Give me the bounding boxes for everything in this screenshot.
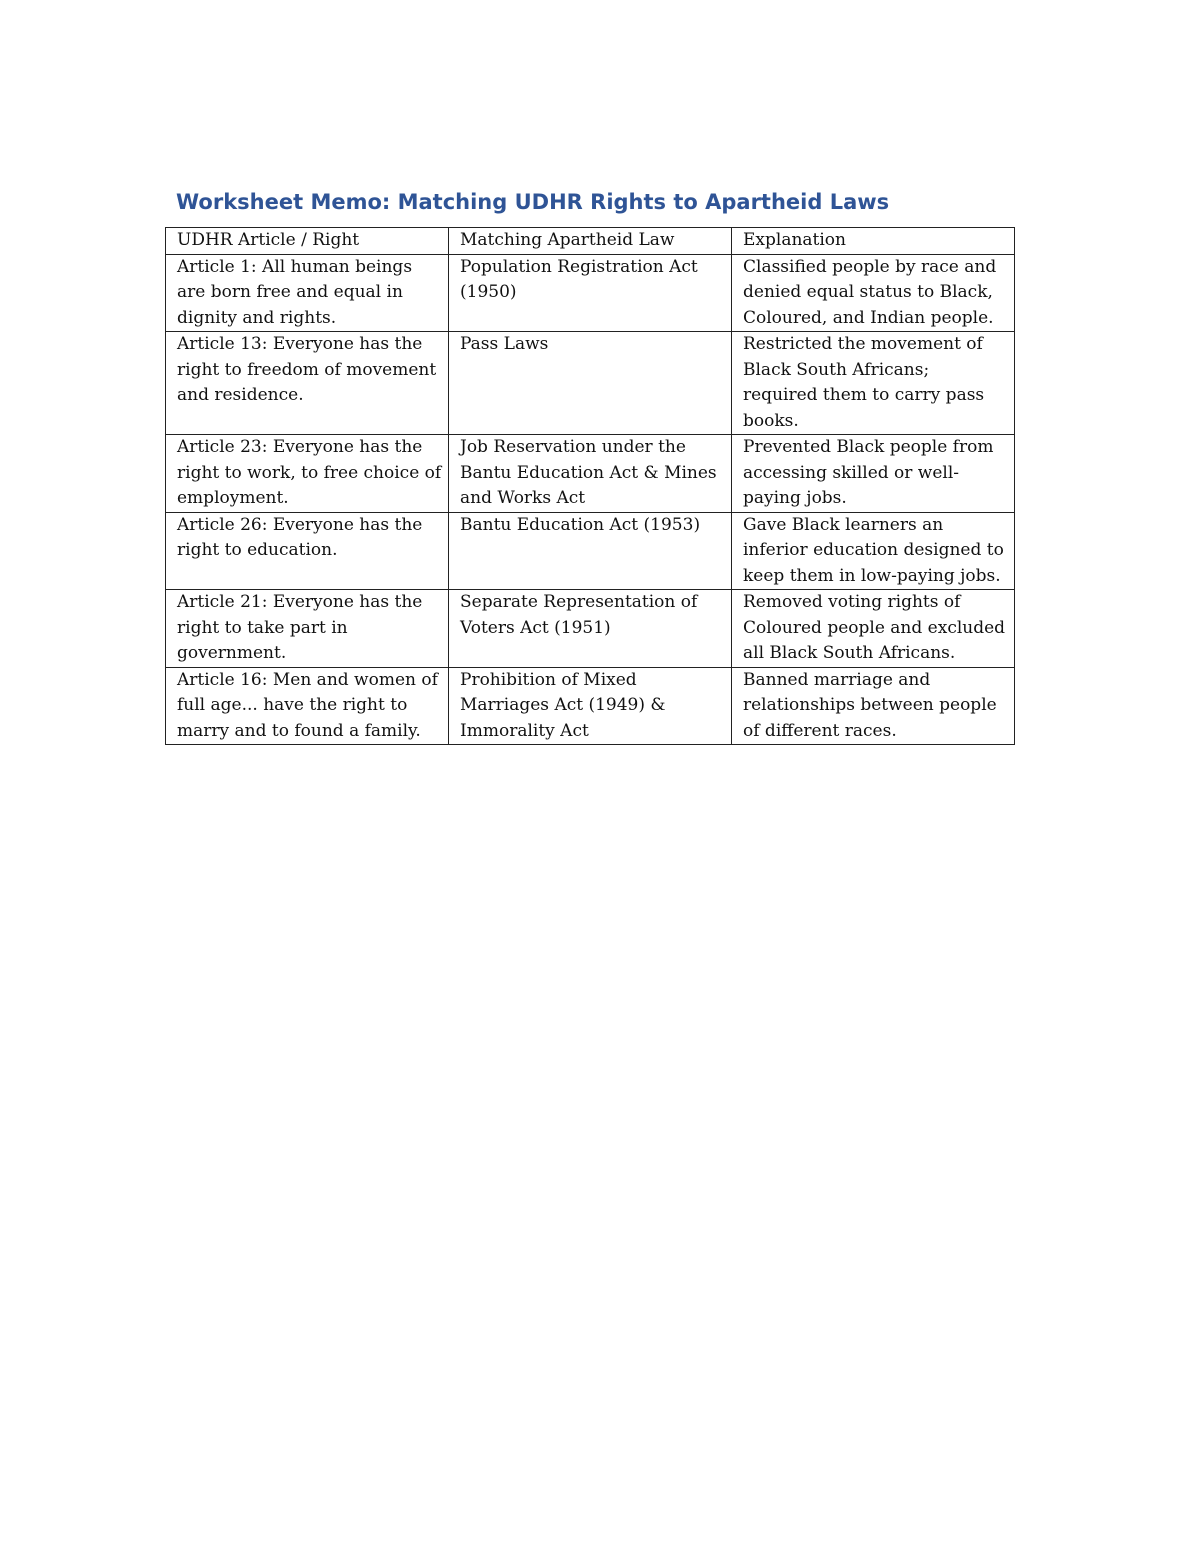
document-title: Worksheet Memo: Matching UDHR Rights to Apartheid Laws xyxy=(176,190,890,214)
cell-right: Article 23: Everyone has the right to work, to free choice of employment. xyxy=(166,435,449,513)
cell-explanation: Prevented Black people from accessing skilled or well-paying jobs. xyxy=(732,435,1015,513)
table-row xyxy=(166,667,1015,745)
cell-right: Article 26: Everyone has the right to education. xyxy=(166,512,449,590)
cell-law: Pass Laws xyxy=(449,332,732,435)
header-cell-right: UDHR Article / Right xyxy=(166,228,449,255)
cell-law: Job Reservation under the Bantu Education Act & Mines and Works Act xyxy=(449,435,732,513)
memo-table xyxy=(165,227,1015,745)
cell-law: Prohibition of Mixed Marriages Act (1949) & Immorality Act xyxy=(449,667,732,745)
cell-explanation: Banned marriage and relationships between people of different races. xyxy=(732,667,1015,745)
table-row xyxy=(166,332,1015,435)
cell-law: Bantu Education Act (1953) xyxy=(449,512,732,590)
table-row xyxy=(166,254,1015,332)
cell-right: Article 13: Everyone has the right to freedom of movement and residence. xyxy=(166,332,449,435)
cell-explanation: Classified people by race and denied equal status to Black, Coloured, and Indian people. xyxy=(732,254,1015,332)
cell-right: Article 16: Men and women of full age... have the right to marry and to found a family. xyxy=(166,667,449,745)
table-row xyxy=(166,435,1015,513)
cell-right: Article 1: All human beings are born free and equal in dignity and rights. xyxy=(166,254,449,332)
cell-law: Separate Representation of Voters Act (1951) xyxy=(449,590,732,668)
cell-explanation: Restricted the movement of Black South Africans; required them to carry pass books. xyxy=(732,332,1015,435)
table-row xyxy=(166,512,1015,590)
header-cell-explanation: Explanation xyxy=(732,228,1015,255)
header-cell-law: Matching Apartheid Law xyxy=(449,228,732,255)
cell-right: Article 21: Everyone has the right to take part in government. xyxy=(166,590,449,668)
table-row xyxy=(166,590,1015,668)
cell-law: Population Registration Act (1950) xyxy=(449,254,732,332)
cell-explanation: Gave Black learners an inferior education designed to keep them in low-paying jobs. xyxy=(732,512,1015,590)
cell-explanation: Removed voting rights of Coloured people and excluded all Black South Africans. xyxy=(732,590,1015,668)
table-header-row xyxy=(166,228,1015,255)
